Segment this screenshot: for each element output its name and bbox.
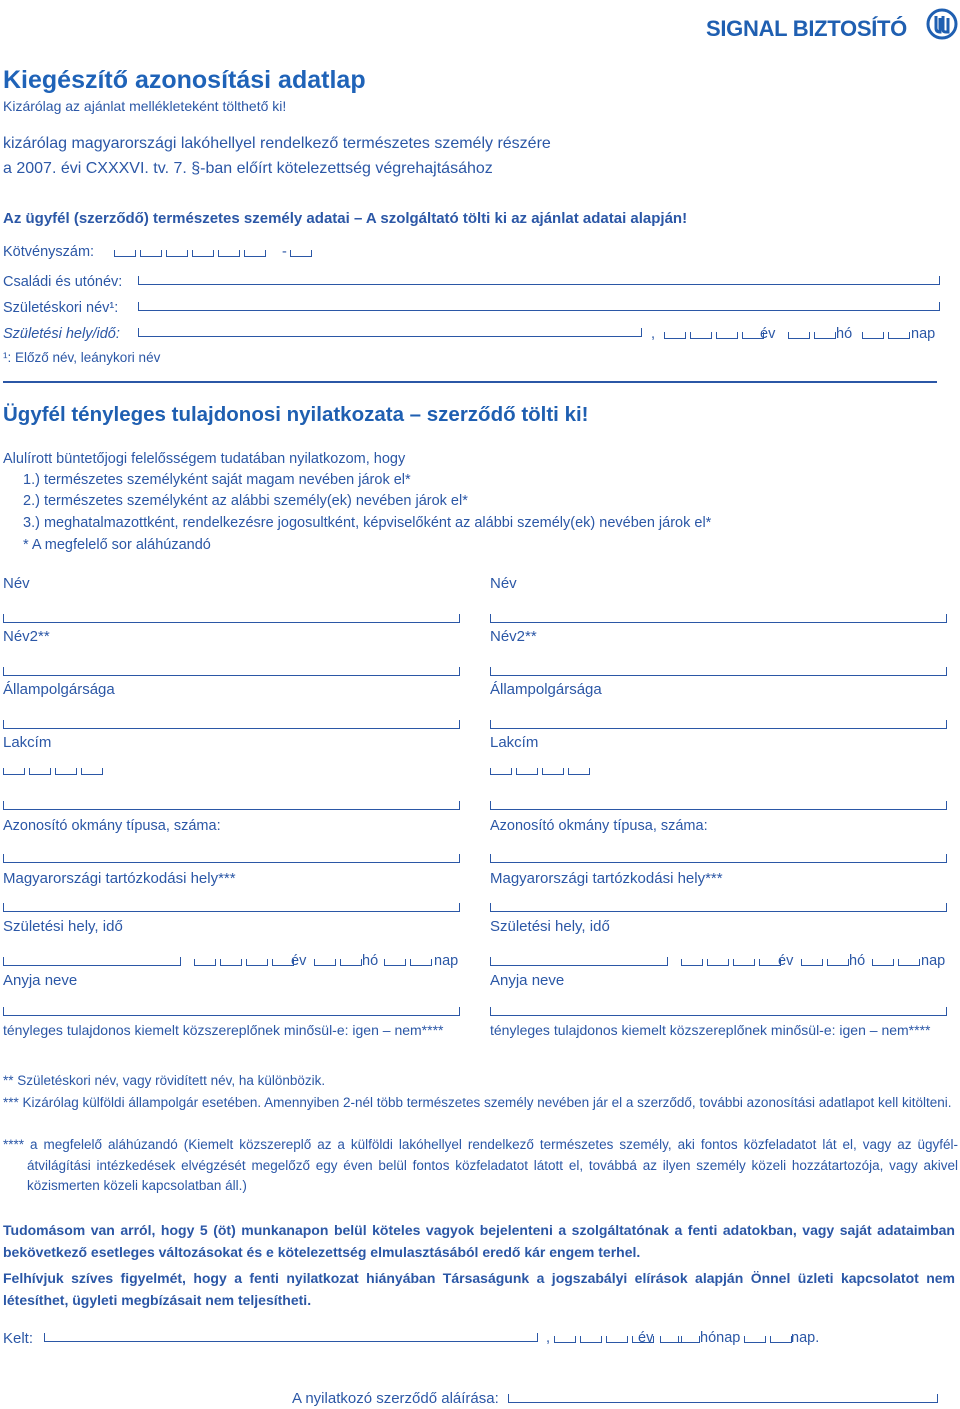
person2-pep-label[interactable]: tényleges tulajdonos kiemelt közszereplőnek minősül-e: igen – nem****	[490, 1022, 931, 1038]
person1-birth-place-field[interactable]	[3, 957, 181, 966]
footnote-name2: ** Születéskori név, vagy rövidített név, ha különbözik.	[3, 1073, 326, 1088]
section-divider	[3, 381, 937, 383]
policy-check-box[interactable]	[290, 250, 316, 257]
brand-logo-icon	[926, 8, 958, 44]
birth-month-boxes[interactable]	[788, 332, 814, 339]
signature-place-field[interactable]	[44, 1333, 538, 1342]
person1-name2-label: Név2**	[3, 628, 50, 645]
intro-line-2: a 2007. évi CXXXVI. tv. 7. §-ban előírt kötelezettség végrehajtásához	[3, 160, 493, 177]
person1-pep-label[interactable]: tényleges tulajdonos kiemelt közszereplőnek minősül-e: igen – nem****	[3, 1022, 444, 1038]
person2-name-field[interactable]	[490, 614, 947, 623]
person2-birth-place-field[interactable]	[490, 957, 668, 966]
declaration-option-3[interactable]: 3.) meghatalmazottként, rendelkezésre jogosultként, képviselőként az alábbi személy(ek) nevében járok el*	[23, 515, 712, 531]
person2-birth-label: Születési hely, idő	[490, 918, 610, 935]
birth-place-label: Születési hely/idő:	[3, 326, 120, 342]
person2-address-label: Lakcím	[490, 734, 539, 751]
birth-place-field[interactable]	[138, 328, 642, 337]
signature-year-label: év	[638, 1330, 654, 1346]
person1-zip-boxes[interactable]	[3, 768, 107, 775]
signature-field[interactable]	[508, 1394, 938, 1403]
birth-day-label: nap	[911, 326, 936, 342]
person2-id-doc-field[interactable]	[490, 854, 947, 863]
policy-number-boxes[interactable]	[114, 250, 270, 257]
birth-name-label: Születéskori név¹:	[3, 300, 119, 316]
signature-comma: ,	[546, 1330, 551, 1346]
person2-residence-label: Magyarországi tartózkodási hely***	[490, 870, 723, 887]
person1-citizenship-label: Állampolgársága	[3, 681, 115, 698]
person1-residence-field[interactable]	[3, 903, 460, 912]
birth-month-label: hó	[836, 326, 853, 342]
person1-address-field[interactable]	[3, 801, 460, 810]
birth-year-boxes[interactable]	[664, 332, 768, 339]
person1-month-label: hó	[362, 953, 379, 969]
person1-name-label: Név	[3, 575, 30, 592]
page-subtitle: Kizárólag az ajánlat mellékleteként tölthető ki!	[3, 98, 287, 114]
person2-address-field[interactable]	[490, 801, 947, 810]
person1-birth-day-boxes[interactable]	[384, 959, 436, 966]
person1-name-field[interactable]	[3, 614, 460, 623]
person2-name2-label: Név2**	[490, 628, 537, 645]
person1-birth-label: Születési hely, idő	[3, 918, 123, 935]
declaration-intro: Alulírott büntetőjogi felelősségem tudatában nyilatkozom, hogy	[3, 451, 406, 467]
birth-year-label: év	[760, 326, 776, 342]
person2-mother-field[interactable]	[490, 1007, 947, 1016]
person2-residence-field[interactable]	[490, 903, 947, 912]
notice-reporting: Tudomásom van arról, hogy 5 (öt) munkanapon belül köteles vagyok bejelenteni a szolgáltatónak a fenti adatokban, vagy saját adataimban bekövetkező esetleges változásokat és e kötelezettség elmulasztásából eredő kár engem terhel.	[3, 1222, 955, 1260]
declaration-option-1[interactable]: 1.) természetes személyként saját magam nevében járok el*	[23, 472, 411, 488]
person2-id-doc-label: Azonosító okmány típusa, száma:	[490, 818, 708, 834]
person2-birth-month-boxes[interactable]	[801, 959, 853, 966]
person2-name2-field[interactable]	[490, 667, 947, 676]
name-field[interactable]	[138, 276, 940, 285]
person1-birth-year-boxes[interactable]	[194, 959, 298, 966]
signature-day-boxes[interactable]	[744, 1336, 796, 1343]
declaration-heading: Ügyfél tényleges tulajdonosi nyilatkozata – szerződő tölti ki!	[3, 403, 589, 426]
signature-month-label: hónap	[700, 1330, 741, 1346]
declaration-note: * A megfelelő sor aláhúzandó	[23, 537, 211, 553]
brand-name: SIGNAL BIZTOSÍTÓ	[706, 16, 907, 41]
footnote-residence: *** Kizárólag külföldi állampolgár esetében. Amennyiben 2-nél több természetes személy nevében jár el a szerződő, további azonosítási adatlapot kell kitölteni.	[3, 1095, 952, 1110]
person2-month-label: hó	[849, 953, 866, 969]
intro-line-1: kizárólag magyarországi lakóhellyel rendelkező természetes személy részére	[3, 135, 551, 152]
person2-day-label: nap	[921, 953, 946, 969]
person2-mother-label: Anyja neve	[490, 972, 565, 989]
notice-consequence: Felhívjuk szíves figyelmét, hogy a fenti nyilatkozat hiányában Társaságunk a jogszabályi elírások alapján Önnel üzleti kapcsolatot nem létesíthet, ügyleti megbízásait nem teljesítheti.	[3, 1270, 955, 1308]
person1-birth-month-boxes[interactable]	[314, 959, 366, 966]
footnote-pep: **** a megfelelő aláhúzandó (Kiemelt közszereplő az a külföldi lakóhellyel rendelkező természetes személy, aki fontos közfeladatot lát el, vagy az ügyfél-átvilágítási intézkedések elvégzését megelőző egy éven belül fontos közfeladatot látott el, továbbá az ilyen személy közeli hozzátartozója, vagy akivel közismerten közeli kapcsolatban áll.)	[3, 1137, 958, 1193]
name-footnote: ¹: Előző név, leánykori név	[3, 350, 161, 365]
signature-place-label: Kelt:	[3, 1330, 34, 1347]
person2-citizenship-field[interactable]	[490, 720, 947, 729]
person1-id-doc-label: Azonosító okmány típusa, száma:	[3, 818, 221, 834]
birth-name-field[interactable]	[138, 302, 940, 311]
signature-label: A nyilatkozó szerződő aláírása:	[292, 1390, 499, 1407]
policy-number-label: Kötvényszám:	[3, 244, 95, 260]
person1-residence-label: Magyarországi tartózkodási hely***	[3, 870, 236, 887]
person2-name-label: Név	[490, 575, 517, 592]
person1-mother-field[interactable]	[3, 1007, 460, 1016]
policy-dash: -	[282, 244, 287, 260]
signature-day-label: nap.	[791, 1330, 820, 1346]
name-label: Családi és utónév:	[3, 274, 123, 290]
person1-citizenship-field[interactable]	[3, 720, 460, 729]
page-title: Kiegészítő azonosítási adatlap	[3, 66, 366, 94]
client-section-heading: Az ügyfél (szerződő) természetes személy adatai – A szolgáltató tölti ki az ajánlat adatai alapján!	[3, 210, 688, 227]
person1-mother-label: Anyja neve	[3, 972, 78, 989]
person2-citizenship-label: Állampolgársága	[490, 681, 602, 698]
person2-year-label: év	[778, 953, 794, 969]
person2-birth-day-boxes[interactable]	[872, 959, 924, 966]
person2-zip-boxes[interactable]	[490, 768, 594, 775]
declaration-option-2[interactable]: 2.) természetes személyként az alábbi személy(ek) nevében járok el*	[23, 493, 468, 509]
birth-day-boxes[interactable]	[862, 332, 914, 339]
birth-comma: ,	[651, 326, 656, 342]
person1-id-doc-field[interactable]	[3, 854, 460, 863]
person1-day-label: nap	[434, 953, 459, 969]
person1-address-label: Lakcím	[3, 734, 52, 751]
person1-name2-field[interactable]	[3, 667, 460, 676]
person1-year-label: év	[291, 953, 307, 969]
person2-birth-year-boxes[interactable]	[681, 959, 785, 966]
